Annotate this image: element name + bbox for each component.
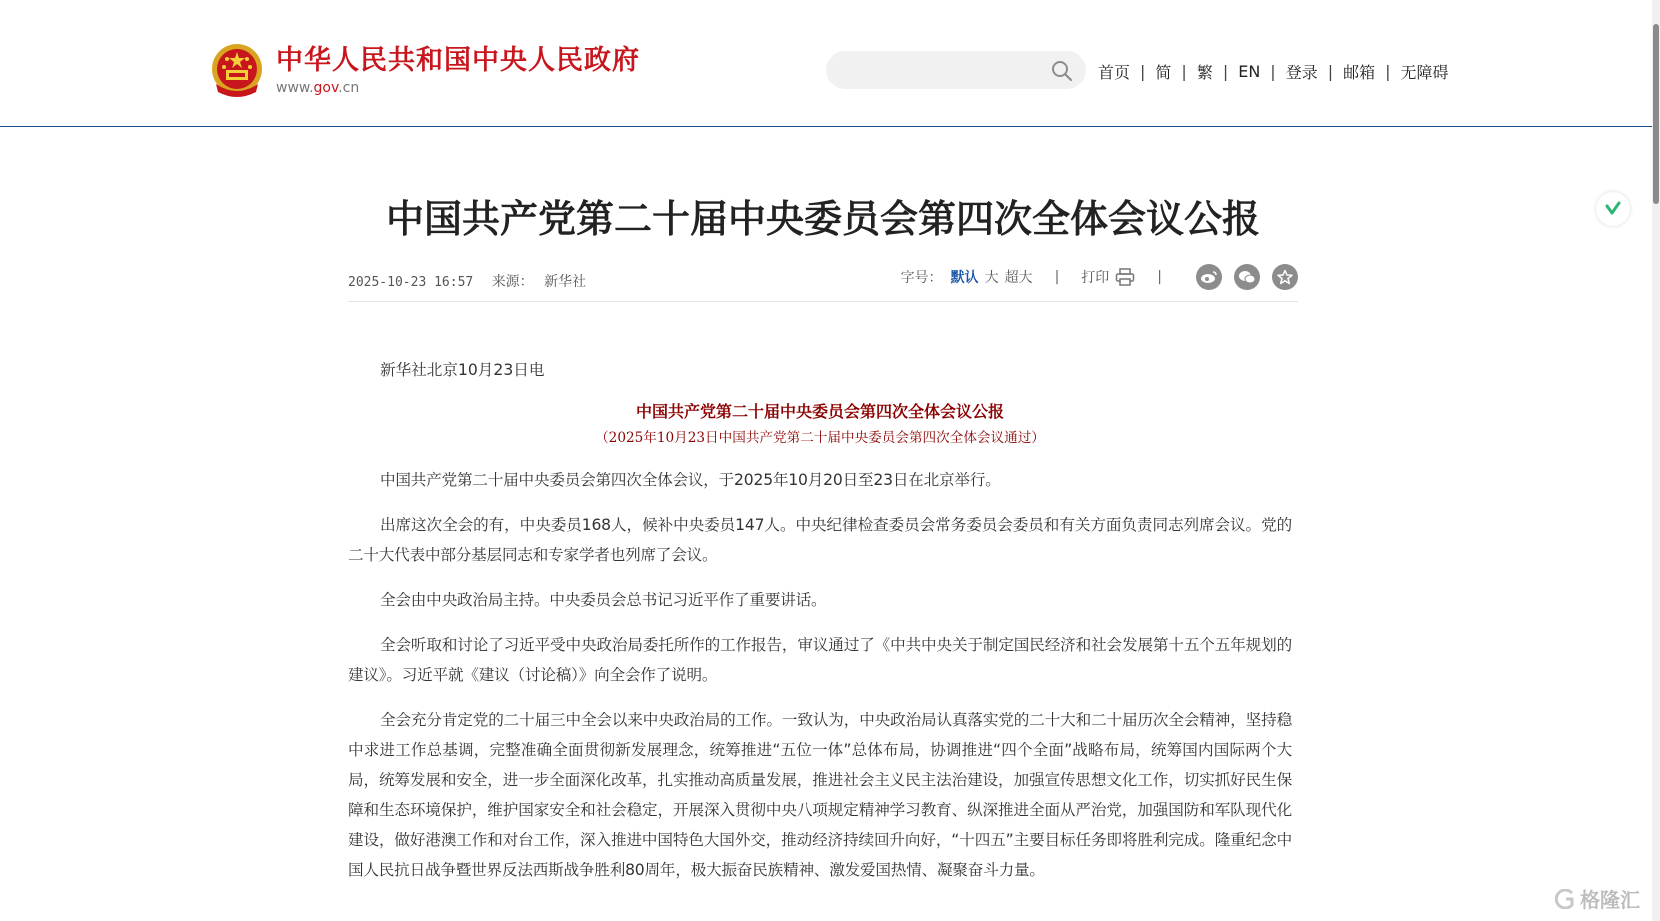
side-float-button[interactable] [1596, 192, 1630, 226]
publish-time: 2025-10-23 16:57 [348, 275, 474, 290]
meta-separator: | [1157, 269, 1162, 285]
nav-traditional[interactable]: 繁 [1196, 63, 1213, 82]
meta-separator: | [1054, 269, 1060, 285]
weibo-icon[interactable] [1196, 264, 1222, 290]
nav-separator: | [1385, 62, 1391, 81]
document-subtitle: （2025年10月23日中国共产党第二十届中央委员会第四次全体会议通过） [595, 430, 1045, 446]
source-label: 来源： [491, 274, 534, 290]
nav-login[interactable]: 登录 [1285, 63, 1318, 82]
paragraph: 出席这次全会的有，中央委员168人，候补中央委员147人。中央纪律检查委员会常务委员会委员和有关方面负责同志列席会议。党的二十大代表中部分基层同志和专家学者也列席了会议。 [348, 516, 1292, 564]
document-title: 中国共产党第二十届中央委员会第四次全体会议公报 [635, 402, 1004, 421]
watermark-logo-icon [1554, 889, 1576, 909]
font-size-label: 字号： [900, 270, 943, 286]
nav-separator: | [1222, 62, 1229, 81]
paragraph: 全会充分肯定党的二十届三中全会以来中央政治局的工作。一致认为，中央政治局认真落实党的二十大和二十届历次全会精神，坚持稳中求进工作总基调，完整准确全面贯彻新发展理念，统筹推进“五位一体”总体布局，协调推进“四个全面”战略布局，统筹国内国际两个大局，统筹发展和安全，进一步全面深化改革，扎实推动高质量发展，推进社会主义民主法治建设，加强宣传思想文化工作，切实抓好民生保障和生态环境保护，维护国家安全和社会稳定，开展深入贯彻中央八项规定精神学习教育、纵深推进全面从严治党，加强国防和军队现代化建设，做好港澳工作和对台工作，深入推进中国特色大国外交，推动经济持续回升向好，“十四五”主要目标任务即将胜利完成。隆重纪念中国人民抗日战争暨世界反法西斯战争胜利80周年，极大振奋民族精神、激发爱国热情、凝聚奋斗力量。 [348, 711, 1292, 879]
site-logo[interactable] [210, 42, 640, 100]
font-size-default[interactable]: 默认 [950, 270, 979, 286]
print-label: 打印 [1081, 270, 1110, 286]
font-size-large[interactable]: 大 [984, 270, 999, 286]
nav-separator: | [1181, 62, 1187, 81]
search-input[interactable] [842, 59, 1042, 81]
nav-mailbox[interactable]: 邮箱 [1343, 63, 1376, 82]
source-name: 新华社 [544, 274, 587, 290]
article-title: 中国共产党第二十届中央委员会第四次全体会议公报 [385, 197, 1260, 241]
printer-icon [1115, 268, 1135, 286]
print-button[interactable] [1081, 267, 1135, 287]
wechat-icon[interactable] [1234, 264, 1260, 290]
check-leaf-icon [1604, 200, 1622, 218]
article-meta-bar [348, 260, 1298, 302]
paragraph: 中国共产党第二十届中央委员会第四次全体会议，于2025年10月20日至23日在北京举行。 [380, 471, 1001, 489]
site-url: www.gov.cn [276, 80, 360, 96]
nav-separator: | [1270, 62, 1276, 81]
scrollbar-thumb[interactable] [1653, 24, 1659, 204]
nav-separator: | [1327, 62, 1334, 81]
nav-english[interactable]: EN [1238, 62, 1261, 81]
top-navigation [1098, 60, 1449, 83]
dateline: 新华社北京10月23日电 [380, 361, 545, 379]
search-icon[interactable] [1050, 59, 1074, 83]
font-size-xlarge[interactable]: 超大 [1004, 270, 1033, 286]
watermark-text: 格隆汇 [1580, 888, 1640, 912]
national-emblem-icon [210, 42, 264, 100]
nav-home[interactable]: 首页 [1098, 63, 1131, 82]
site-name: 中华人民共和国中央人民政府 [276, 45, 640, 76]
watermark [1554, 884, 1640, 913]
site-header [0, 0, 1652, 127]
nav-separator: | [1140, 62, 1146, 81]
nav-accessibility[interactable]: 无障碍 [1400, 63, 1449, 82]
article-body [348, 355, 1292, 900]
vertical-scrollbar[interactable] [1652, 0, 1660, 921]
search-box [826, 51, 1086, 89]
paragraph: 全会听取和讨论了习近平受中央政治局委托所作的工作报告，审议通过了《中共中央关于制定国民经济和社会发展第十五个五年规划的建议》。习近平就《建议（讨论稿）》向全会作了说明。 [348, 636, 1292, 684]
nav-simplified[interactable]: 简 [1155, 63, 1172, 82]
favorite-icon[interactable] [1272, 264, 1298, 290]
paragraph: 全会由中央政治局主持。中央委员会总书记习近平作了重要讲话。 [380, 591, 827, 609]
